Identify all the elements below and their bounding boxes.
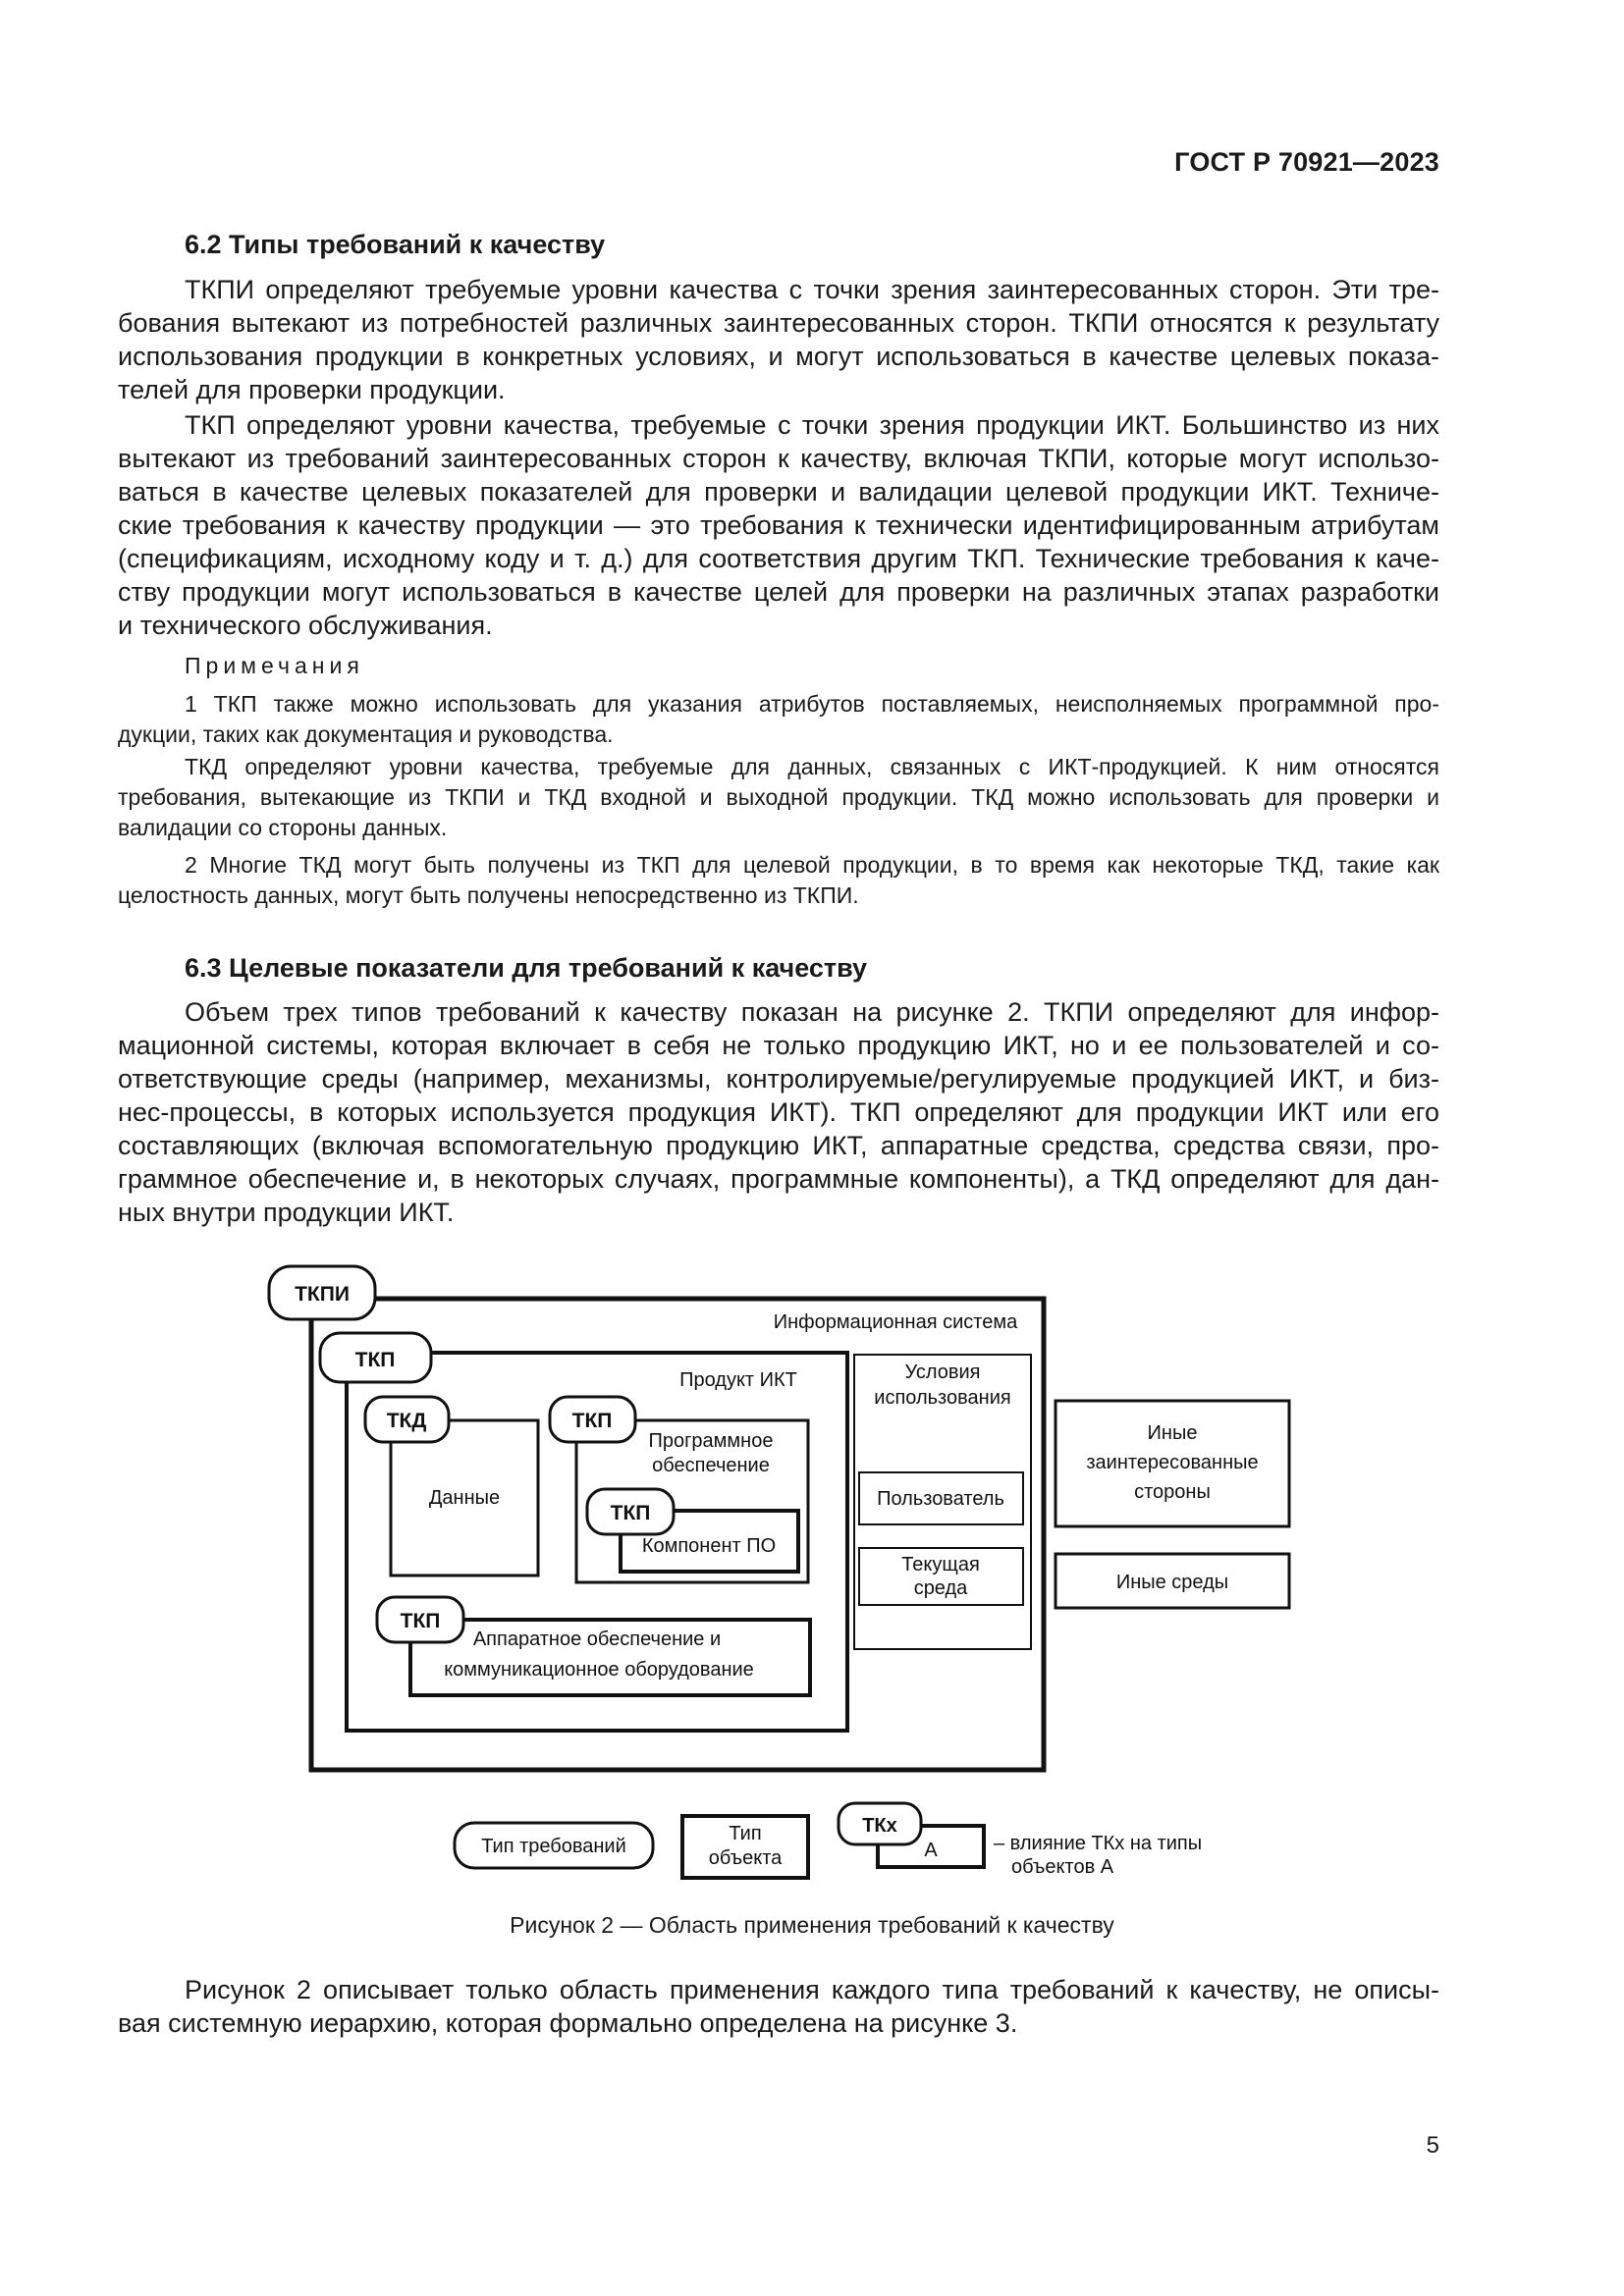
text-line: ТКП определяют уровни качества, требуемые с точки зрения продукции ИКТ. Большинство из них bbox=[185, 410, 1439, 440]
text-line: нес-процессы, в которых используется продукция ИКТ). ТКП определяют для продукции ИКТ или его bbox=[118, 1097, 1439, 1127]
software-label-1: Программное bbox=[648, 1430, 774, 1452]
text-line: ству продукции могут использоваться в качестве целей для проверки на различных этапах разработки bbox=[118, 577, 1439, 607]
ict-product-label: Продукт ИКТ bbox=[679, 1369, 797, 1391]
tkp-label: ТКП bbox=[400, 1610, 441, 1632]
other-stakeholders-label-3: стороны bbox=[1134, 1481, 1211, 1503]
hardware-label-1: Аппаратное обеспечение и bbox=[472, 1629, 722, 1650]
legend-req-label: Тип требований bbox=[481, 1836, 626, 1857]
tkd-label: ТКД bbox=[386, 1410, 427, 1432]
legend-object-label-1: Тип bbox=[729, 1823, 762, 1844]
conditions-label-1: Условия bbox=[904, 1362, 981, 1383]
text-line: бования вытекают из потребностей различных заинтересованных сторон. ТКПИ относятся к результату bbox=[118, 308, 1439, 338]
text-line: ответствующие среды (например, механизмы, контролируемые/регулируемые продукцией ИКТ, и биз- bbox=[118, 1064, 1439, 1094]
text-line: граммное обеспечение и, в некоторых случаях, программные компоненты), а ТКД определяют для дан- bbox=[118, 1164, 1439, 1194]
text-line: Рисунок 2 описывает только область применения каждого типа требований к качеству, не описы- bbox=[185, 1975, 1439, 2004]
paragraph-after-figure bbox=[118, 1973, 1439, 2040]
note-line: целостность данных, могут быть получены непосредственно из ТКПИ. bbox=[118, 882, 859, 908]
section-heading-6-3: 6.3 Целевые показатели для требований к качеству bbox=[185, 953, 868, 983]
notes-title: Примечания bbox=[185, 653, 364, 678]
text-line: телей для проверки продукции. bbox=[118, 375, 506, 404]
tkpi-label: ТКПИ bbox=[295, 1283, 350, 1306]
hardware-label-2: коммуникационное оборудование bbox=[444, 1659, 754, 1681]
note-line: ТКД определяют уровни качества, требуемые для данных, связанных с ИКТ-продукцией. К ним относятся bbox=[185, 754, 1439, 779]
data-label: Данные bbox=[428, 1487, 501, 1509]
legend-desc-1: – влияние ТКх на типы bbox=[994, 1833, 1203, 1854]
legend-desc-2: объектов А bbox=[1011, 1856, 1114, 1878]
text-line: мационной системы, которая включает в себя не только продукцию ИКТ, но и ее пользователей и со- bbox=[118, 1031, 1439, 1060]
note-line: дукции, таких как документация и руководства. bbox=[118, 721, 614, 747]
legend-tkx-label: ТКх bbox=[862, 1815, 897, 1837]
text-line: ТКПИ определяют требуемые уровни качества с точки зрения заинтересованных сторон. Эти тре- bbox=[185, 275, 1439, 304]
figure-caption: Рисунок 2 — Область применения требований к качеству bbox=[510, 1912, 1114, 1938]
info-system-label: Информационная система bbox=[773, 1311, 1018, 1333]
note-line: требования, вытекающие из ТКПИ и ТКД входной и выходной продукции. ТКД можно использовать для проверки и bbox=[118, 784, 1439, 810]
document-header: ГОСТ Р 70921—2023 bbox=[1174, 147, 1439, 177]
note-line: валидации со стороны данных. bbox=[118, 815, 448, 840]
page-number: 5 bbox=[1426, 2132, 1439, 2159]
text-line: вытекают из требований заинтересованных сторон к качеству, включая ТКПИ, которые могут использо- bbox=[118, 444, 1439, 473]
text-line: ваться в качестве целевых показателей для проверки и валидации целевой продукции ИКТ. Техниче- bbox=[118, 477, 1439, 507]
tkp-label: ТКП bbox=[610, 1502, 651, 1524]
component-label: Компонент ПО bbox=[641, 1535, 777, 1557]
tkp-label: ТКП bbox=[571, 1410, 613, 1432]
tkp-label: ТКП bbox=[354, 1349, 396, 1371]
text-line: и технического обслуживания. bbox=[118, 611, 493, 640]
text-line: использования продукции в конкретных условиях, и могут использоваться в качестве целевых показа- bbox=[118, 342, 1439, 371]
legend-object-label-2: объекта bbox=[708, 1847, 783, 1869]
text-line: вая системную иерархию, которая формально определена на рисунке 3. bbox=[118, 2008, 1018, 2038]
conditions-label-2: использования bbox=[874, 1387, 1011, 1409]
note-line: 2 Многие ТКД могут быть получены из ТКП для целевой продукции, в то время как некоторые ТКД, такие как bbox=[185, 852, 1439, 878]
text-line: (спецификациям, исходному коду и т. д.) для соответствия другим ТКП. Технические требования к каче- bbox=[118, 544, 1439, 573]
user-label: Пользователь bbox=[877, 1488, 1004, 1510]
other-stakeholders-label-2: заинтересованные bbox=[1086, 1452, 1259, 1473]
text-line: составляющих (включая вспомогательную продукцию ИКТ, аппаратные средства, средства связи, про- bbox=[118, 1131, 1439, 1160]
software-label-2: обеспечение bbox=[652, 1455, 770, 1476]
other-env-label: Иные среды bbox=[1115, 1572, 1229, 1593]
current-env-label-2: среда bbox=[913, 1577, 968, 1599]
current-env-label-1: Текущая bbox=[901, 1554, 980, 1575]
text-line: Объем трех типов требований к качеству показан на рисунке 2. ТКПИ определяют для инфор- bbox=[185, 997, 1439, 1027]
note-line: 1 ТКП также можно использовать для указания атрибутов поставляемых, неисполняемых программной про- bbox=[185, 691, 1439, 717]
text-line: ных внутри продукции ИКТ. bbox=[118, 1198, 455, 1227]
section-heading-6-2: 6.2 Типы требований к качеству bbox=[185, 230, 606, 259]
text-line: ские требования к качеству продукции — это требования к технически идентифицированным атрибутам bbox=[118, 510, 1439, 540]
other-stakeholders-label-1: Иные bbox=[1147, 1422, 1198, 1444]
legend-a-label: А bbox=[924, 1840, 938, 1861]
